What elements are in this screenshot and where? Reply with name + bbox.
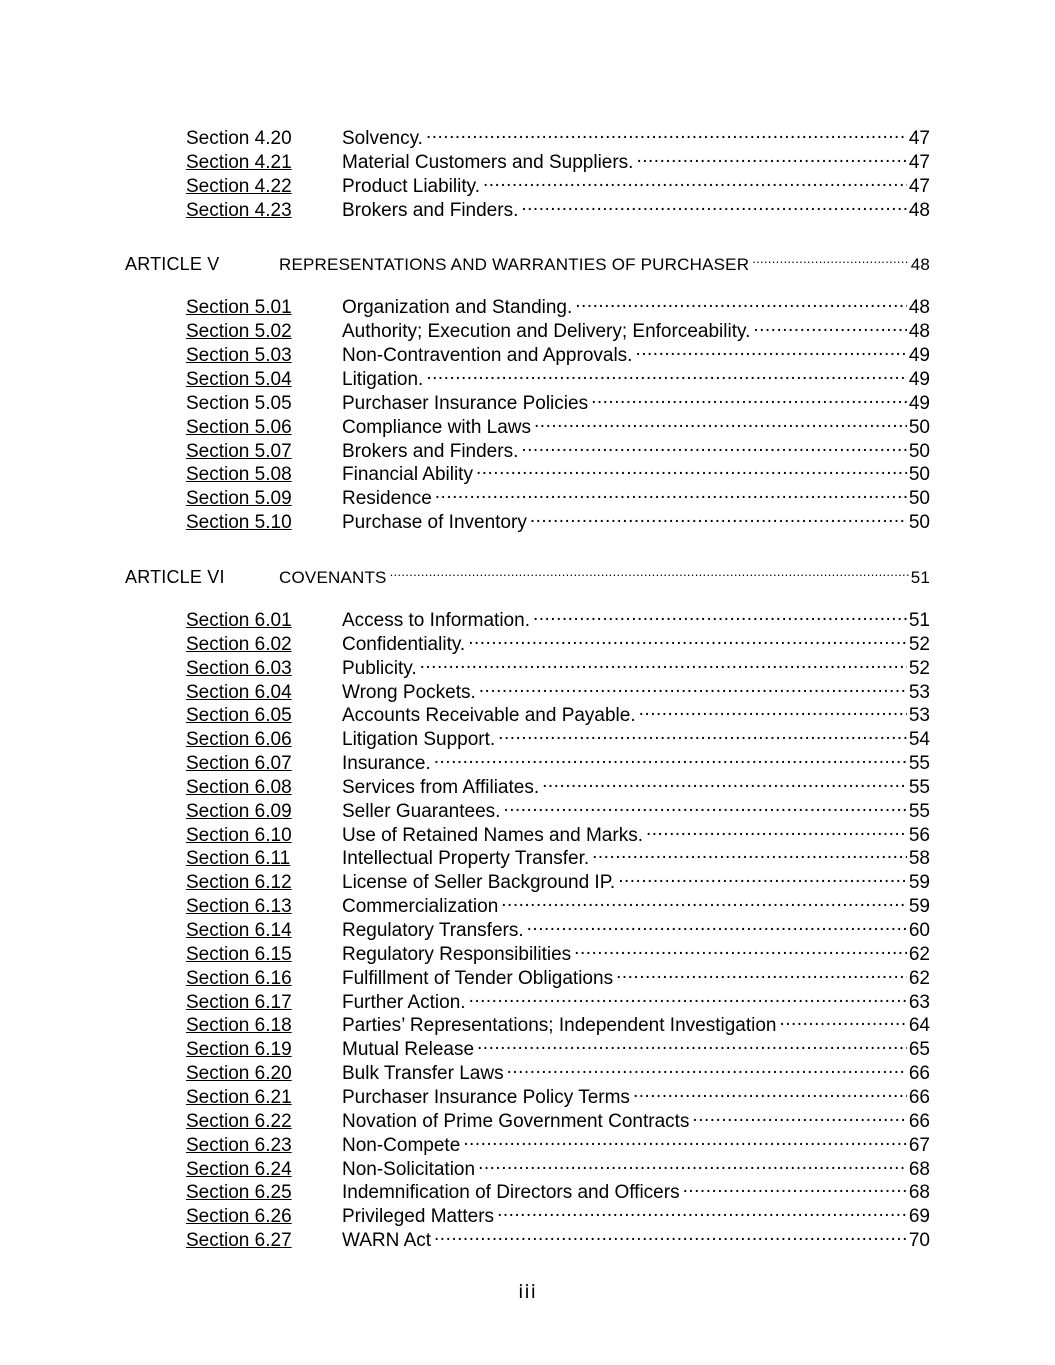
section-title: Residence — [342, 488, 432, 510]
toc-entry[interactable] — [186, 462, 930, 486]
toc-entry[interactable] — [186, 486, 930, 510]
toc-entry[interactable] — [186, 1133, 930, 1157]
section-title: WARN Act — [342, 1230, 432, 1251]
dot-leader — [753, 319, 907, 337]
section-title: Brokers and Finders. — [342, 199, 519, 221]
section-page-number: 56 — [908, 824, 930, 846]
dot-leader — [420, 656, 907, 674]
section-title: Litigation Support. — [342, 729, 496, 751]
dot-leader — [574, 942, 907, 960]
section-link[interactable]: Section 6.04 — [186, 681, 292, 703]
dot-leader — [434, 1228, 907, 1246]
section-title: Privileged Matters — [342, 1206, 495, 1228]
toc-entry[interactable] — [186, 439, 930, 463]
article-number: ARTICLE V — [125, 254, 220, 275]
section-page-number: 60 — [908, 920, 930, 941]
dot-leader — [477, 1037, 907, 1055]
dot-leader — [633, 1085, 907, 1103]
section-link[interactable]: Section 6.20 — [186, 1063, 292, 1085]
section-link[interactable]: Section 5.06 — [186, 416, 292, 438]
section-link[interactable]: Section 6.17 — [186, 991, 292, 1013]
section-page-number: 68 — [908, 1182, 930, 1204]
dot-leader — [476, 462, 907, 480]
section-title: Access to Information. — [342, 609, 530, 631]
section-page-number: 69 — [908, 1206, 930, 1228]
toc-entry[interactable] — [186, 174, 930, 198]
toc-entry[interactable] — [186, 894, 930, 918]
section-link[interactable]: Section 6.24 — [186, 1158, 292, 1180]
toc-entry[interactable] — [186, 1061, 930, 1085]
toc-entry[interactable] — [186, 295, 930, 319]
section-link[interactable]: Section 6.03 — [186, 657, 292, 679]
section-title: Mutual Release — [342, 1039, 475, 1061]
toc-entry[interactable] — [186, 1085, 930, 1109]
section-title: Bulk Transfer Laws — [342, 1063, 504, 1085]
section-page-number: 68 — [908, 1158, 930, 1180]
section-title: Product Liability. — [342, 175, 480, 197]
dot-leader — [683, 1180, 907, 1198]
toc-entry[interactable] — [186, 1204, 930, 1228]
section-link[interactable]: Section 5.03 — [186, 345, 292, 367]
toc-entry[interactable] — [186, 799, 930, 823]
section-title: Further Action. — [342, 991, 466, 1013]
dot-leader — [635, 343, 906, 361]
toc-entry[interactable] — [186, 942, 930, 966]
section-page-number: 55 — [908, 753, 930, 774]
section-title: Accounts Receivable and Payable. — [342, 705, 636, 727]
dot-leader — [503, 799, 906, 817]
dot-leader — [507, 1061, 907, 1079]
section-link[interactable]: Section 5.08 — [186, 464, 292, 486]
dot-leader — [575, 295, 907, 313]
dot-leader — [534, 415, 907, 433]
dot-leader — [752, 252, 909, 270]
section-page-number: 55 — [908, 776, 930, 798]
toc-entry[interactable] — [186, 632, 930, 656]
section-link[interactable]: Section 5.10 — [186, 512, 292, 534]
dot-leader — [390, 565, 909, 583]
dot-leader — [618, 870, 907, 888]
section-link[interactable]: Section 5.01 — [186, 297, 292, 319]
section-page-number: 48 — [908, 321, 930, 343]
dot-leader — [498, 727, 907, 745]
section-title: Non-Contravention and Approvals. — [342, 345, 633, 367]
section-page-number: 52 — [908, 633, 930, 655]
section-page-number: 47 — [908, 175, 930, 197]
section-title: Financial Ability — [342, 464, 473, 486]
toc-entry[interactable] — [186, 751, 930, 775]
dot-leader — [435, 486, 907, 504]
article-heading[interactable] — [125, 252, 930, 276]
section-link[interactable]: Section 6.10 — [186, 824, 292, 846]
section-page-number: 48 — [908, 297, 930, 319]
toc-entry[interactable] — [186, 1228, 930, 1252]
section-title: Intellectual Property Transfer. — [342, 848, 590, 870]
toc-entry[interactable] — [186, 727, 930, 751]
section-page-number: 66 — [908, 1086, 930, 1108]
dot-leader — [636, 150, 906, 168]
section-link[interactable]: Section 6.19 — [186, 1039, 292, 1061]
section-title: Organization and Standing. — [342, 297, 573, 319]
section-title: Fulfillment of Tender Obligations — [342, 967, 614, 989]
section-link[interactable]: Section 5.09 — [186, 488, 292, 510]
section-page-number: 49 — [908, 345, 930, 367]
toc-entry[interactable] — [186, 1157, 930, 1181]
section-page-number: 50 — [908, 416, 930, 438]
section-title: Use of Retained Names and Marks. — [342, 824, 643, 846]
section-page-number: 66 — [908, 1110, 930, 1132]
dot-leader — [501, 894, 907, 912]
section-link[interactable]: Section 6.05 — [186, 705, 292, 727]
section-link[interactable]: Section 6.16 — [186, 967, 292, 989]
section-link[interactable]: Section 6.06 — [186, 729, 292, 751]
section-page-number: 47 — [908, 128, 930, 149]
article-heading[interactable] — [125, 565, 930, 589]
section-link[interactable]: Section 4.22 — [186, 175, 292, 197]
section-title: Brokers and Finders. — [342, 440, 519, 462]
section-title: Authority; Execution and Delivery; Enforceability. — [342, 321, 751, 343]
section-link[interactable]: Section 6.02 — [186, 633, 292, 655]
section-link[interactable]: Section 6.18 — [186, 1015, 292, 1037]
section-title: Purchase of Inventory — [342, 512, 527, 534]
toc-entry[interactable] — [186, 415, 930, 439]
toc-entry[interactable] — [186, 343, 930, 367]
section-number: Section 5.05 — [186, 392, 292, 414]
section-title: Insurance. — [342, 753, 431, 774]
section-title: Publicity. — [342, 657, 417, 679]
section-link[interactable]: Section 6.25 — [186, 1182, 292, 1204]
article-page-number: 48 — [910, 255, 930, 275]
section-link[interactable]: Section 6.13 — [186, 896, 292, 918]
section-title: Solvency. — [342, 128, 423, 149]
toc-entry[interactable] — [186, 966, 930, 990]
section-title: Parties’ Representations; Independent Investigation — [342, 1015, 777, 1037]
section-link[interactable]: Section 6.22 — [186, 1110, 292, 1132]
article-title: COVENANTS — [279, 567, 387, 587]
section-page-number: 50 — [908, 464, 930, 486]
section-page-number: 67 — [908, 1134, 930, 1156]
section-title: Purchaser Insurance Policy Terms — [342, 1086, 630, 1108]
toc-entry[interactable] — [186, 775, 930, 799]
section-page-number: 50 — [908, 440, 930, 462]
section-title: Novation of Prime Government Contracts — [342, 1110, 690, 1132]
section-page-number: 59 — [908, 872, 930, 894]
section-page-number: 62 — [908, 943, 930, 965]
section-title: Wrong Pockets. — [342, 681, 476, 703]
section-link[interactable]: Section 6.27 — [186, 1230, 292, 1251]
toc-entry[interactable] — [186, 150, 930, 174]
section-page-number: 64 — [908, 1015, 930, 1037]
section-page-number: 66 — [908, 1063, 930, 1085]
dot-leader — [469, 990, 907, 1008]
dot-leader — [592, 846, 907, 864]
section-page-number: 50 — [908, 512, 930, 534]
section-link[interactable]: Section 6.21 — [186, 1086, 292, 1108]
section-link[interactable]: Section 5.07 — [186, 440, 292, 462]
section-title: License of Seller Background IP. — [342, 872, 616, 894]
dot-leader — [527, 918, 907, 936]
dot-leader — [616, 966, 907, 984]
toc-entry[interactable] — [186, 1180, 930, 1204]
section-link[interactable]: Section 6.12 — [186, 872, 292, 894]
section-number: Section 4.20 — [186, 128, 292, 149]
toc-entry — [186, 126, 930, 150]
dot-leader — [521, 198, 907, 216]
dot-leader — [692, 1109, 906, 1127]
section-page-number: 49 — [908, 369, 930, 390]
section-page-number: 70 — [908, 1230, 930, 1251]
dot-leader — [426, 126, 907, 144]
dot-leader — [530, 510, 907, 528]
section-page-number: 53 — [908, 705, 930, 727]
toc-entry[interactable] — [186, 656, 930, 680]
section-link[interactable]: Section 4.21 — [186, 151, 292, 173]
section-page-number: 62 — [908, 967, 930, 989]
dot-leader — [434, 751, 907, 769]
section-title: Purchaser Insurance Policies — [342, 392, 589, 414]
section-page-number: 58 — [908, 848, 930, 870]
dot-leader — [542, 775, 907, 793]
section-title: Seller Guarantees. — [342, 800, 501, 822]
section-page-number: 51 — [908, 609, 930, 631]
section-page-number: 52 — [908, 657, 930, 679]
section-page-number: 65 — [908, 1039, 930, 1061]
toc-entry[interactable] — [186, 823, 930, 847]
toc-entry[interactable] — [186, 990, 930, 1014]
section-link[interactable]: Section 6.14 — [186, 920, 292, 941]
dot-leader — [521, 439, 907, 457]
article-page-number: 51 — [910, 567, 930, 587]
toc-entry[interactable] — [186, 510, 930, 534]
section-title: Confidentiality. — [342, 633, 466, 655]
section-title: Non-Compete — [342, 1134, 461, 1156]
section-link[interactable]: Section 6.23 — [186, 1134, 292, 1156]
section-page-number: 53 — [908, 681, 930, 703]
section-link[interactable]: Section 5.02 — [186, 321, 292, 343]
dot-leader — [497, 1204, 907, 1222]
section-link[interactable]: Section 6.08 — [186, 776, 292, 798]
section-link[interactable]: Section 5.04 — [186, 369, 292, 390]
dot-leader — [478, 1157, 907, 1175]
toc-entry[interactable] — [186, 918, 930, 942]
toc-entry[interactable] — [186, 680, 930, 704]
article-number: ARTICLE VI — [125, 566, 225, 587]
toc-entry[interactable] — [186, 1037, 930, 1061]
section-title: Compliance with Laws — [342, 416, 532, 438]
section-title: Non-Solicitation — [342, 1158, 476, 1180]
section-page-number: 63 — [908, 991, 930, 1013]
section-title: Litigation. — [342, 369, 424, 390]
dot-leader — [591, 391, 907, 409]
dot-leader — [639, 703, 907, 721]
section-page-number: 47 — [908, 151, 930, 173]
section-title: Indemnification of Directors and Officers — [342, 1182, 680, 1204]
section-title: Services from Affiliates. — [342, 776, 540, 798]
dot-leader — [646, 823, 907, 841]
section-link[interactable]: Section 4.23 — [186, 199, 292, 221]
dot-leader — [468, 632, 907, 650]
article-title: REPRESENTATIONS AND WARRANTIES OF PURCHASER — [279, 255, 750, 275]
section-page-number: 49 — [908, 392, 930, 414]
dot-leader — [463, 1133, 907, 1151]
toc-entry[interactable] — [186, 870, 930, 894]
section-link[interactable]: Section 6.07 — [186, 753, 292, 774]
section-page-number: 48 — [908, 199, 930, 221]
toc-entry[interactable] — [186, 703, 930, 727]
section-link[interactable]: Section 6.26 — [186, 1206, 292, 1228]
toc-entry[interactable] — [186, 198, 930, 222]
toc-entry[interactable] — [186, 1013, 930, 1037]
section-page-number: 54 — [908, 729, 930, 751]
dot-leader — [533, 608, 907, 626]
section-link[interactable]: Section 6.11 — [186, 848, 291, 870]
section-page-number: 50 — [908, 488, 930, 510]
section-link[interactable]: Section 6.15 — [186, 943, 292, 965]
toc-entry[interactable] — [186, 608, 930, 632]
dot-leader — [479, 680, 907, 698]
section-title: Commercialization — [342, 896, 499, 918]
section-page-number: 59 — [908, 896, 930, 918]
toc-entry[interactable] — [186, 367, 930, 391]
page-number: iii — [518, 1281, 537, 1303]
section-page-number: 55 — [908, 800, 930, 822]
toc-entry[interactable] — [186, 319, 930, 343]
toc-entry[interactable] — [186, 846, 930, 870]
dot-leader — [426, 367, 907, 385]
section-title: Material Customers and Suppliers. — [342, 151, 634, 173]
section-title: Regulatory Transfers. — [342, 920, 524, 941]
section-link[interactable]: Section 6.09 — [186, 800, 292, 822]
section-link[interactable]: Section 6.01 — [186, 609, 292, 631]
dot-leader — [483, 174, 907, 192]
dot-leader — [779, 1013, 906, 1031]
section-title: Regulatory Responsibilities — [342, 943, 572, 965]
toc-entry — [186, 391, 930, 415]
toc-entry[interactable] — [186, 1109, 930, 1133]
